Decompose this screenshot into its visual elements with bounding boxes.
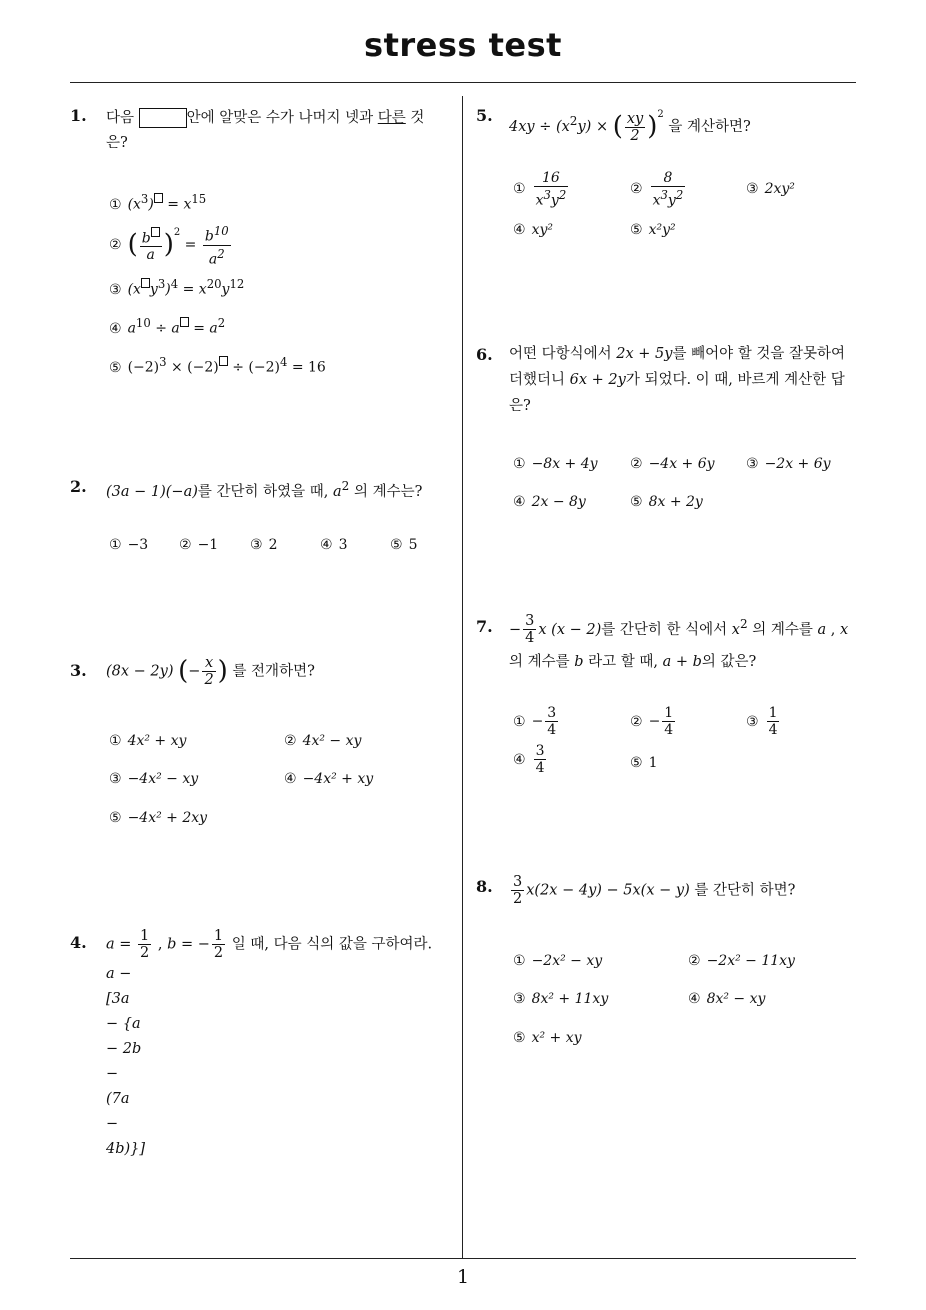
option-2[interactable]: ② −4x + 6y xyxy=(630,456,715,472)
question-text: 어떤 다항식에서 2x + 5y를 빼어야 할 것을 잘못하여 더했더니 6x + 2y가 되었다. 이 때, 바르게 계산한 답 은? xyxy=(509,346,845,414)
question-number: 7. xyxy=(476,617,493,636)
option-3[interactable]: ③ −4x² − xy xyxy=(109,771,199,787)
question-text: $\frac{3}{2}$ x(2x − 4y) − 5x(x − y) 를 간단히 하면? xyxy=(513,874,796,907)
option-2[interactable]: ② ( $\frac{b}{a}$ )$^2$ = $\frac{b^{10}}{a^2}$ xyxy=(109,223,229,268)
option-5[interactable]: ⑤ $(-2)^3 \times (-2) \div (-2)^4 = 16$ xyxy=(109,355,326,376)
option-3[interactable]: ③ (x $y^3)^4 = x^{20}y^{12}$ xyxy=(109,277,245,298)
option-2[interactable]: ② −1 xyxy=(179,537,219,553)
option-1[interactable]: ① −2x² − xy xyxy=(513,953,603,969)
question-text: $4xy \div (x^2y)$ × ( $\frac{xy}{2}$ )$^2$ 을 계산하면? xyxy=(509,109,751,144)
option-3[interactable]: ③ $\frac{1}{4}$ xyxy=(746,705,778,738)
page-title: stress test xyxy=(364,26,562,64)
option-4[interactable]: ④ 2x − 8y xyxy=(513,494,586,510)
option-4[interactable]: ④ 8x² − xy xyxy=(688,991,766,1007)
column-divider xyxy=(462,96,463,1259)
question-number: 5. xyxy=(476,106,493,125)
option-3[interactable]: ③ 2xy² xyxy=(746,181,795,197)
option-4[interactable]: ④ xy² xyxy=(513,222,553,238)
option-3[interactable]: ③ 8x² + 11xy xyxy=(513,991,609,1007)
question-number: 4. xyxy=(70,933,87,952)
option-4[interactable]: ④ −4x² + xy xyxy=(284,771,374,787)
option-1[interactable]: ① 4x² + xy xyxy=(109,733,187,749)
option-1[interactable]: ① −3 xyxy=(109,537,149,553)
option-2[interactable]: ② 4x² − xy xyxy=(284,733,362,749)
question-number: 3. xyxy=(70,661,87,680)
question-text: (8x − 2y) (− $\frac{x}{2}$ ) 를 전개하면? xyxy=(106,655,315,688)
option-4[interactable]: ④ $a^{10} \div a = a^2$ xyxy=(109,316,226,337)
option-2[interactable]: ② − $\frac{1}{4}$ xyxy=(630,705,674,738)
blank-box xyxy=(139,108,187,128)
option-5[interactable]: ⑤ 8x + 2y xyxy=(630,494,703,510)
footer-rule xyxy=(70,1258,856,1259)
option-5[interactable]: ⑤ −4x² + 2xy xyxy=(109,810,208,826)
header-rule xyxy=(70,82,856,83)
option-5[interactable]: ⑤ 1 xyxy=(630,755,658,771)
question-number: 1. xyxy=(70,106,87,125)
expression: a − [3a − {a − 2b − (7a − 4b)}] xyxy=(106,966,146,1157)
option-3[interactable]: ③ −2x + 6y xyxy=(746,456,831,472)
question-number: 2. xyxy=(70,477,87,496)
option-1[interactable]: ① $\frac{16}{x^3y^2}$ xyxy=(513,170,567,209)
question-text: − $\frac{3}{4}$ x (x − 2)를 간단히 한 식에서 $x^2$ 의 계수를 a , x xyxy=(509,613,849,647)
option-5[interactable]: ⑤ x² + xy xyxy=(513,1030,582,1046)
option-5[interactable]: ⑤ 5 xyxy=(390,537,418,553)
option-4[interactable]: ④ 3 xyxy=(320,537,348,553)
option-1[interactable]: ① − $\frac{3}{4}$ xyxy=(513,705,557,738)
option-2[interactable]: ② −2x² − 11xy xyxy=(688,953,795,969)
question-text-2: 의 계수를 b 라고 할 때, a + b의 값은? xyxy=(509,654,757,670)
question-text: (3a − 1)(−a)를 간단히 하였을 때, $a^2$ 의 계수는? xyxy=(106,479,423,500)
question-number: 6. xyxy=(476,345,493,364)
question-number: 8. xyxy=(476,877,493,896)
option-2[interactable]: ② $\frac{8}{x^3y^2}$ xyxy=(630,170,684,209)
option-3[interactable]: ③ 2 xyxy=(250,537,278,553)
option-1[interactable]: ① $(x^3) = x^{15}$ xyxy=(109,192,207,213)
option-1[interactable]: ① −8x + 4y xyxy=(513,456,598,472)
option-4[interactable]: ④ $\frac{3}{4}$ xyxy=(513,743,545,776)
option-5[interactable]: ⑤ x²y² xyxy=(630,222,676,238)
page-number: 1 xyxy=(456,1266,470,1288)
question-text: 다음 안에 알맞은 수가 나머지 넷과 다른 것 은? xyxy=(106,110,425,151)
question-text: a = $\frac{1}{2}$ , b = − $\frac{1}{2}$ 일 때, 다음 식의 값을 구하여라. xyxy=(106,928,433,961)
